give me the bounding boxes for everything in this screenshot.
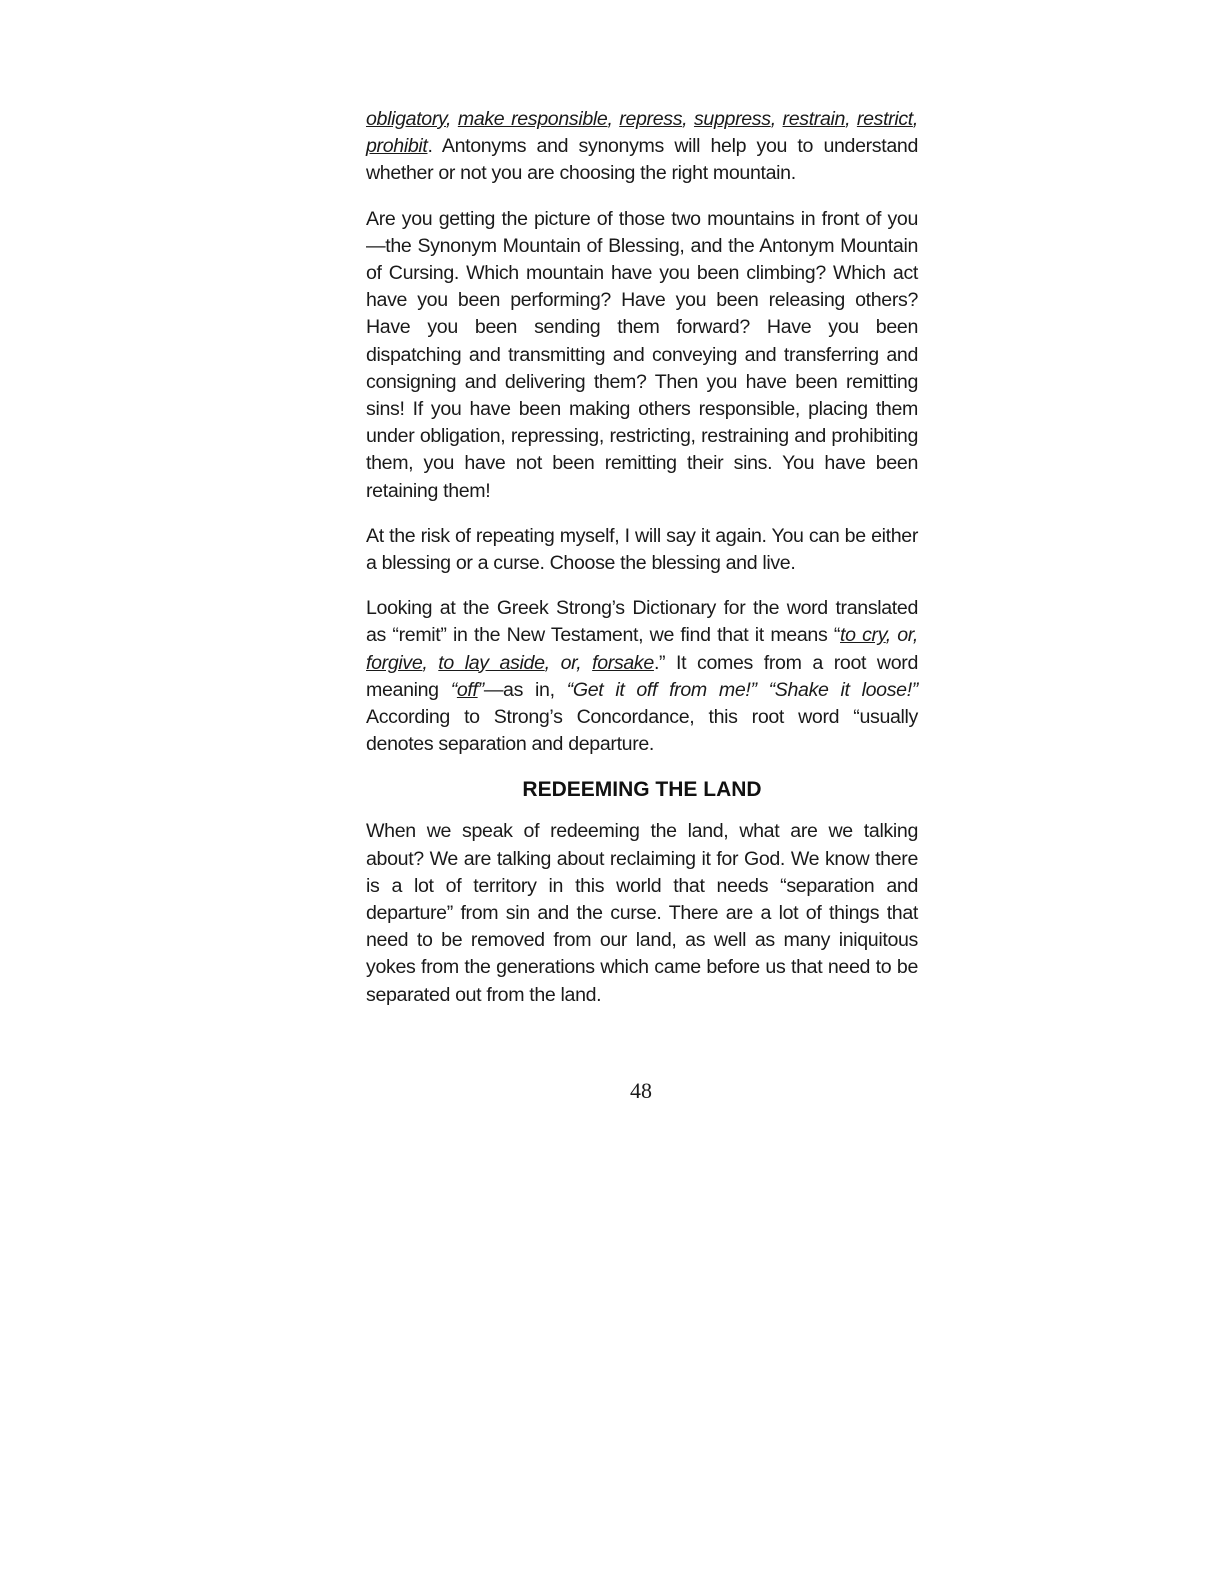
section-heading: REDEEMING THE LAND: [522, 778, 762, 802]
term-repress: repress: [619, 108, 683, 130]
body-text: [366, 106, 918, 1027]
term-make-responsible: make responsible: [457, 108, 608, 130]
term-restrict: restrict: [856, 108, 913, 130]
page-number: 48: [630, 1078, 652, 1103]
term-prohibit: prohibit: [366, 135, 428, 158]
paragraph-redeeming-land: When we speak of redeeming the land, what are we talking about? We are talking about reclaiming it for God. We know there is a lot of territory in this world that needs “separation and departure” from sin and the curse. There are a lot of things that need to be removed from our land, as well as many iniquitous yokes from the generations which came before us that need to be separated out from the land.: [366, 820, 918, 1006]
term-suppress: suppress: [693, 108, 771, 130]
paragraph-strongs-dictionary: Looking at the Greek Strong’s Dictionary for the word translated as “remit” in the New Testament, we find that it means “to cry, or, forgive, to lay aside, or, forsake.” It comes from a root word meaning “off”—as in, “Get it off from me!” “Shake it loose!” According to Strong’s Concordance, this root word “usually denotes separation and departure.: [366, 597, 918, 756]
term-restrain: restrain: [782, 108, 846, 130]
term-obligatory: obligatory: [366, 108, 447, 130]
paragraph-two-mountains: Are you getting the picture of those two mountains in front of you—the Synonym Mountain of Blessing, and the Antonym Mountain of Cursing. Which mountain have you been climbing? Which act have you been performing? Have you been releasing others? Have you been sending them forward? Have you been dispatching and transmitting and conveying and transferring and consigning and delivering them? Then you have been remitting sins! If you have been making others responsible, placing them under obligation, repressing, restricting, restraining and prohibiting them, you have not been remitting their sins. You have been retaining them!: [366, 207, 918, 502]
paragraph-synonyms-antonyms: obligatory, make responsible, repress, suppress, restrain, restrict, prohibit. Antonyms and synonyms will help you to understand whether or not you are choosing the right mountain.: [366, 108, 918, 185]
paragraph-blessing-or-curse: At the risk of repeating myself, I will say it again. You can be either a blessing or a curse. Choose the blessing and live.: [366, 524, 918, 575]
